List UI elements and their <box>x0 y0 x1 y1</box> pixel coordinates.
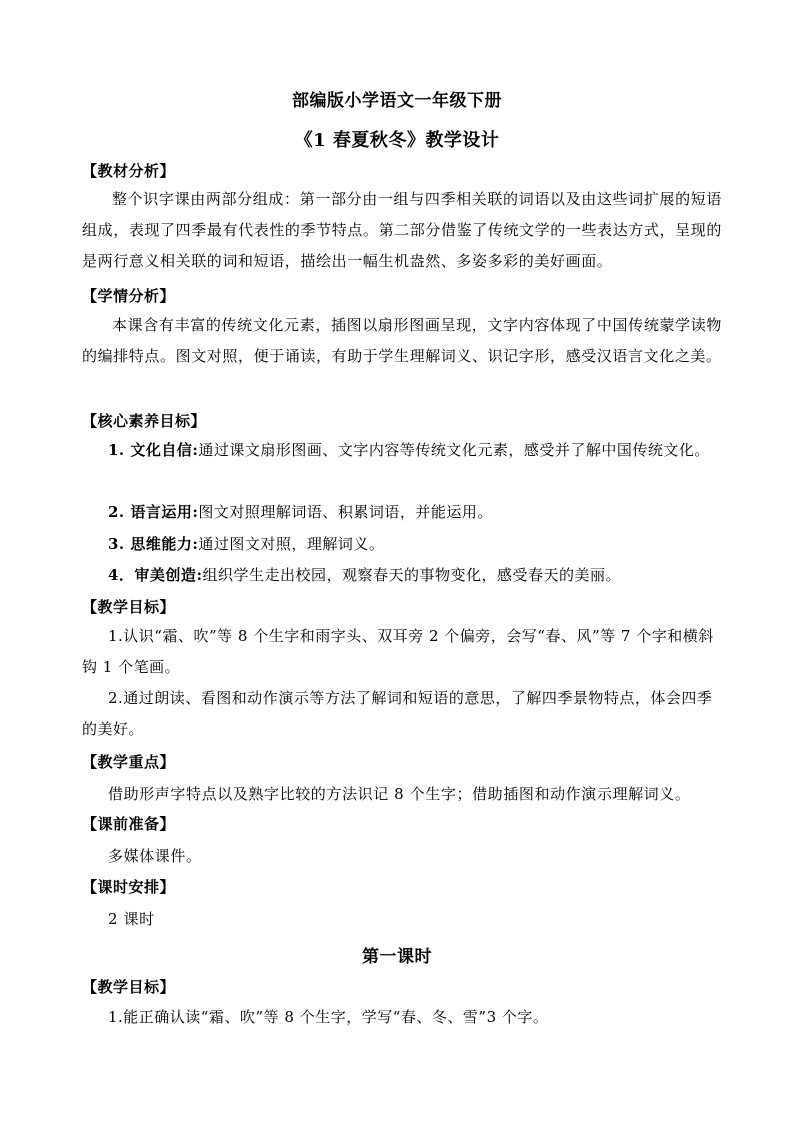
core-goal-label: 3. 思维能力: <box>108 535 199 553</box>
lesson1-goal-1: 1.能正确认读“霜、吹”等 8 个生字，学写“春、冬、雪”3 个字。 <box>108 1008 549 1026</box>
heading-teaching-goals: 【教学目标】 <box>82 598 176 616</box>
core-goal-3 <box>82 529 722 560</box>
lesson-title: 《1 春夏秋冬》教学设计 <box>294 130 500 151</box>
core-goal-2 <box>82 497 722 528</box>
core-goal-4 <box>82 560 722 591</box>
document-title: 部编版小学语文一年级下册 <box>292 91 502 111</box>
heading-core-literacy: 【核心素养目标】 <box>82 412 207 430</box>
core-goal-text: 通过图文对照，理解词义。 <box>198 535 385 553</box>
paragraph-material-analysis: 整个识字课由两部分组成：第一部分由一组与四季相关联的词语以及由这些词扩展的短语组成，表现了四季最有代表性的季节特点。第二部分借鉴了传统文学的一些表达方式，呈现的是两行意义相关联的词和短语，描绘出一幅生机盎然、多姿多彩的美好画面。 <box>82 190 722 270</box>
heading-teaching-goals-lesson1: 【教学目标】 <box>82 978 176 996</box>
class-hours-text: 2 课时 <box>108 910 155 928</box>
heading-preparation: 【课前准备】 <box>82 815 176 833</box>
key-points-text: 借助形声字特点以及熟字比较的方法识记 8 个生字；借助插图和动作演示理解词义。 <box>108 785 691 803</box>
core-goal-label: 1. 文化自信: <box>108 441 199 459</box>
heading-student-analysis: 【学情分析】 <box>82 287 176 305</box>
preparation-text: 多媒体课件。 <box>108 847 202 865</box>
core-goal-text: 图文对照理解词语、积累词语，并能运用。 <box>198 503 493 521</box>
teaching-goal-2: 2.通过朗读、看图和动作演示等方法了解词和短语的意思，了解四季景物特点，体会四季的美好。 <box>82 689 713 738</box>
core-goal-label: 4．审美创造: <box>108 566 203 584</box>
paragraph-student-analysis: 本课含有丰富的传统文化元素，插图以扇形图画呈现，文字内容体现了中国传统蒙学读物的编排特点。图文对照，便于诵读，有助于学生理解词义、识记字形，感受汉语言文化之美。 <box>82 316 722 365</box>
core-goal-text: 通过课文扇形图画、文字内容等传统文化元素，感受并了解中国传统文化。 <box>198 441 710 459</box>
core-goal-text: 组织学生走出校园，观察春天的事物变化，感受春天的美丽。 <box>202 566 621 584</box>
core-goal-1 <box>82 435 722 466</box>
heading-key-points: 【教学重点】 <box>82 753 176 771</box>
heading-class-hours: 【课时安排】 <box>82 878 176 896</box>
core-goal-label: 2. 语言运用: <box>108 503 199 521</box>
section-title: 第一课时 <box>362 947 432 967</box>
heading-material-analysis: 【教材分析】 <box>82 162 176 180</box>
teaching-goal-1: 1.认识“霜、吹”等 8 个生字和雨字头、双耳旁 2 个偏旁，会写“春、风”等 7 个字和横斜钩 1 个笔画。 <box>82 627 714 676</box>
